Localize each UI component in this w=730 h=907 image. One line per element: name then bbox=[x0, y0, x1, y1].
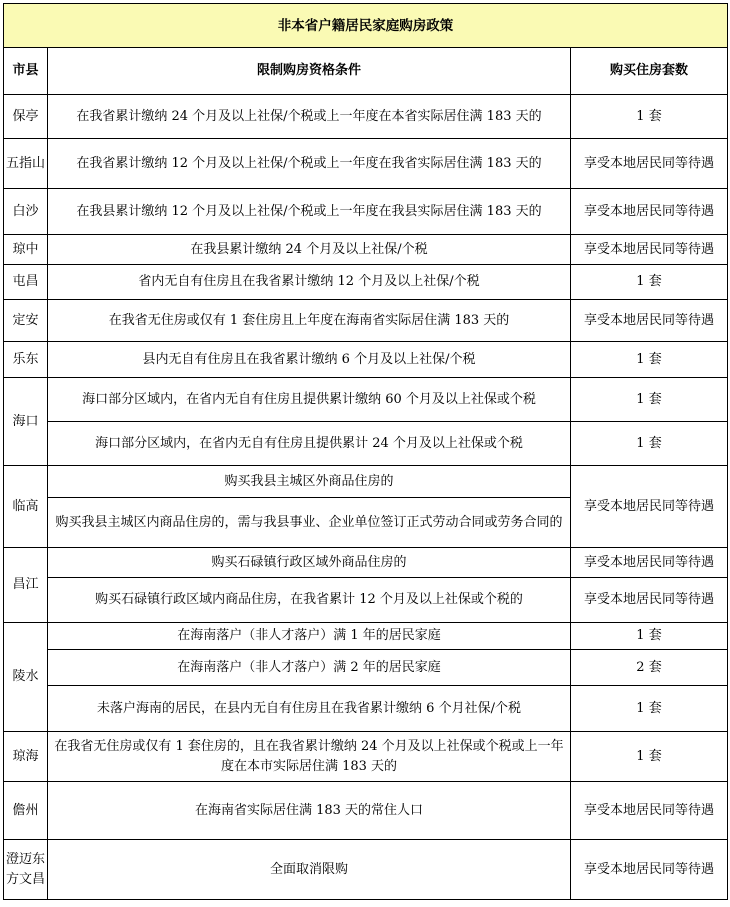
table-row bbox=[4, 623, 728, 650]
condition-cell: 海口部分区域内，在省内无自有住房且提供累计 24 个月及以上社保或个税 bbox=[48, 422, 571, 466]
table-row bbox=[4, 95, 728, 139]
condition-cell: 在海南落户（非人才落户）满 2 年的居民家庭 bbox=[48, 650, 571, 686]
condition-cell: 在我省累计缴纳 24 个月及以上社保/个税或上一年度在本省实际居住满 183 天的 bbox=[48, 95, 571, 139]
condition-cell: 全面取消限购 bbox=[48, 840, 571, 900]
table-row bbox=[4, 732, 728, 782]
city-cell: 保亭 bbox=[4, 95, 48, 139]
header-count: 购买住房套数 bbox=[571, 48, 728, 95]
count-cell: 享受本地居民同等待遇 bbox=[571, 189, 728, 235]
city-cell: 儋州 bbox=[4, 782, 48, 840]
city-cell: 白沙 bbox=[4, 189, 48, 235]
city-cell: 定安 bbox=[4, 300, 48, 342]
table-row bbox=[4, 548, 728, 578]
table-row bbox=[4, 782, 728, 840]
count-cell: 1 套 bbox=[571, 732, 728, 782]
city-cell: 海口 bbox=[4, 378, 48, 466]
header-city: 市县 bbox=[4, 48, 48, 95]
city-cell: 琼中 bbox=[4, 235, 48, 265]
count-cell: 1 套 bbox=[571, 623, 728, 650]
city-cell: 琼海 bbox=[4, 732, 48, 782]
condition-cell: 未落户海南的居民，在县内无自有住房且在我省累计缴纳 6 个月社保/个税 bbox=[48, 686, 571, 732]
header-condition: 限制购房资格条件 bbox=[48, 48, 571, 95]
condition-cell: 购买我县主城区外商品住房的 bbox=[48, 466, 571, 498]
condition-cell: 在我县累计缴纳 24 个月及以上社保/个税 bbox=[48, 235, 571, 265]
count-cell: 享受本地居民同等待遇 bbox=[571, 782, 728, 840]
table-row bbox=[4, 300, 728, 342]
city-cell: 陵水 bbox=[4, 623, 48, 732]
city-cell: 临高 bbox=[4, 466, 48, 548]
table-row bbox=[4, 342, 728, 378]
table-row bbox=[4, 578, 728, 623]
count-cell: 1 套 bbox=[571, 378, 728, 422]
condition-cell: 在我省无住房或仅有 1 套住房且上年度在海南省实际居住满 183 天的 bbox=[48, 300, 571, 342]
table-row bbox=[4, 378, 728, 422]
condition-cell: 购买石碌镇行政区域外商品住房的 bbox=[48, 548, 571, 578]
city-cell: 乐东 bbox=[4, 342, 48, 378]
table-row bbox=[4, 840, 728, 900]
condition-cell: 省内无自有住房且在我省累计缴纳 12 个月及以上社保/个税 bbox=[48, 265, 571, 300]
count-cell: 享受本地居民同等待遇 bbox=[571, 235, 728, 265]
table-row bbox=[4, 650, 728, 686]
city-cell: 屯昌 bbox=[4, 265, 48, 300]
city-cell: 澄迈东方文昌 bbox=[4, 840, 48, 900]
count-cell: 享受本地居民同等待遇 bbox=[571, 300, 728, 342]
table-row bbox=[4, 139, 728, 189]
condition-cell: 在我省累计缴纳 12 个月及以上社保/个税或上一年度在我省实际居住满 183 天的 bbox=[48, 139, 571, 189]
table-row bbox=[4, 235, 728, 265]
count-cell: 享受本地居民同等待遇 bbox=[571, 578, 728, 623]
table-title: 非本省户籍居民家庭购房政策 bbox=[4, 4, 728, 48]
title-row bbox=[4, 4, 728, 48]
count-cell: 享受本地居民同等待遇 bbox=[571, 139, 728, 189]
count-cell: 1 套 bbox=[571, 95, 728, 139]
condition-cell: 在海南落户（非人才落户）满 1 年的居民家庭 bbox=[48, 623, 571, 650]
header-row bbox=[4, 48, 728, 95]
table-row bbox=[4, 686, 728, 732]
table-row bbox=[4, 189, 728, 235]
condition-cell: 海口部分区域内，在省内无自有住房且提供累计缴纳 60 个月及以上社保或个税 bbox=[48, 378, 571, 422]
count-cell: 1 套 bbox=[571, 265, 728, 300]
condition-cell: 购买石碌镇行政区域内商品住房，在我省累计 12 个月及以上社保或个税的 bbox=[48, 578, 571, 623]
count-cell: 1 套 bbox=[571, 422, 728, 466]
table-row bbox=[4, 422, 728, 466]
condition-cell: 县内无自有住房且在我省累计缴纳 6 个月及以上社保/个税 bbox=[48, 342, 571, 378]
table-row bbox=[4, 265, 728, 300]
count-cell: 2 套 bbox=[571, 650, 728, 686]
housing-policy-table bbox=[3, 3, 728, 900]
condition-cell: 在海南省实际居住满 183 天的常住人口 bbox=[48, 782, 571, 840]
table-row bbox=[4, 466, 728, 498]
count-cell: 1 套 bbox=[571, 342, 728, 378]
condition-cell: 在我省无住房或仅有 1 套住房的，且在我省累计缴纳 24 个月及以上社保或个税或上一年度在本市实际居住满 183 天的 bbox=[48, 732, 571, 782]
condition-cell: 在我县累计缴纳 12 个月及以上社保/个税或上一年度在我县实际居住满 183 天的 bbox=[48, 189, 571, 235]
city-cell: 五指山 bbox=[4, 139, 48, 189]
condition-cell: 购买我县主城区内商品住房的，需与我县事业、企业单位签订正式劳动合同或劳务合同的 bbox=[48, 498, 571, 548]
count-cell: 享受本地居民同等待遇 bbox=[571, 466, 728, 548]
city-cell: 昌江 bbox=[4, 548, 48, 623]
count-cell: 1 套 bbox=[571, 686, 728, 732]
count-cell: 享受本地居民同等待遇 bbox=[571, 840, 728, 900]
count-cell: 享受本地居民同等待遇 bbox=[571, 548, 728, 578]
